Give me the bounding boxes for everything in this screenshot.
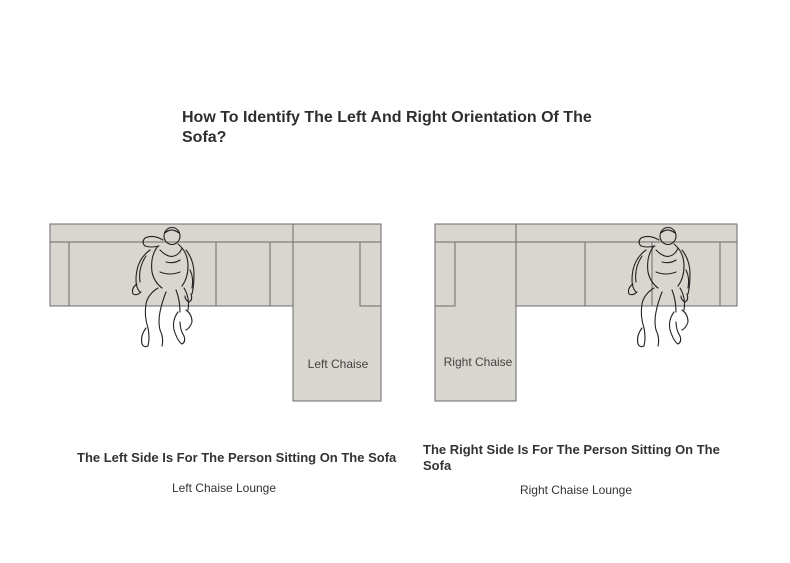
left-chaise-label: Left Chaise <box>307 357 369 371</box>
right-chaise-label: Right Chaise <box>443 355 513 369</box>
right-sofa <box>435 224 737 401</box>
right-caption: The Right Side Is For The Person Sitting On The Sofa <box>423 442 720 473</box>
page-title: How To Identify The Left And Right Orientation Of The Sofa? <box>182 109 592 146</box>
left-subcaption: Left Chaise Lounge <box>171 481 277 495</box>
right-subcaption: Right Chaise Lounge <box>519 483 633 497</box>
left-caption: The Left Side Is For The Person Sitting On The Sofa <box>77 450 397 465</box>
left-sofa <box>50 224 381 401</box>
